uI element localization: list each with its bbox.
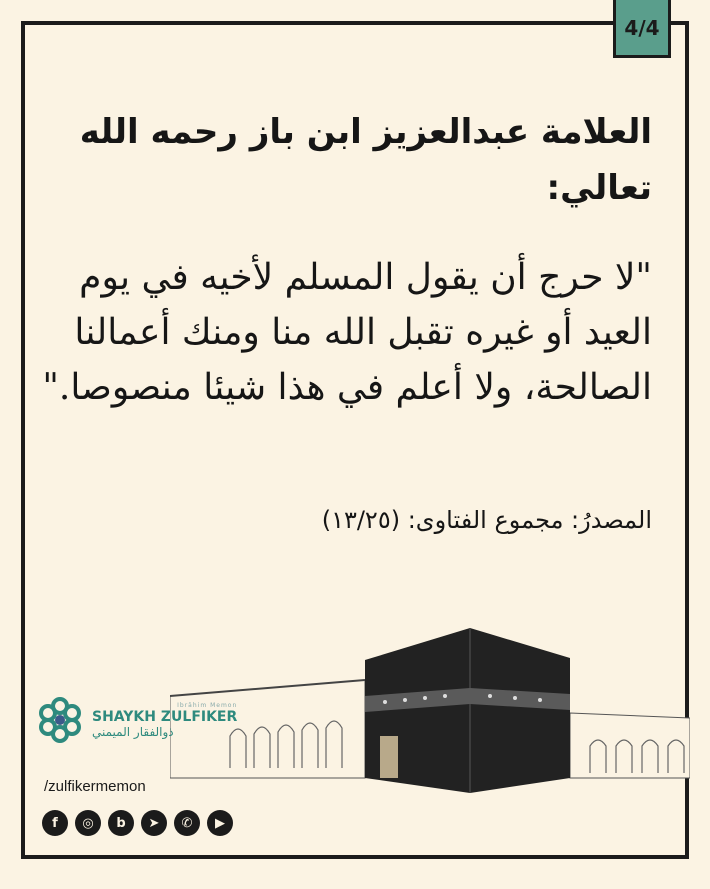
scholar-title: العلامة عبدالعزيز ابن باز رحمه الله تعالي: — [79, 112, 652, 208]
brand-small-text: Ibrāhim Memon — [177, 701, 238, 709]
telegram-icon[interactable]: ➤ — [141, 810, 167, 836]
social-handle[interactable]: /zulfikermemon — [44, 778, 146, 795]
source-reference: المصدرُ: مجموع الفتاوى: (١٣/٢٥) — [321, 506, 652, 534]
brand-name: SHAYKH ZULFIKER — [92, 708, 238, 725]
kaaba-illustration — [170, 618, 690, 798]
blog-icon[interactable]: b — [108, 810, 134, 836]
page-indicator-badge: 4/4 — [613, 0, 671, 58]
flower-logo-icon — [36, 696, 84, 744]
facebook-icon[interactable]: f — [42, 810, 68, 836]
instagram-icon[interactable]: ◎ — [75, 810, 101, 836]
brand-block — [36, 696, 237, 744]
youtube-icon[interactable]: ▶ — [207, 810, 233, 836]
fatwa-quote: "لا حرج أن يقول المسلم لأخيه في يوم العيد أو غيره تقبل الله منا ومنك أعمالنا الصالحة، ولا أعلم في هذا شيئا منصوصا." — [42, 257, 652, 408]
social-icons — [42, 810, 233, 836]
brand-arabic-name: ذوالفقار الميمني — [92, 724, 174, 739]
whatsapp-icon[interactable]: ✆ — [174, 810, 200, 836]
